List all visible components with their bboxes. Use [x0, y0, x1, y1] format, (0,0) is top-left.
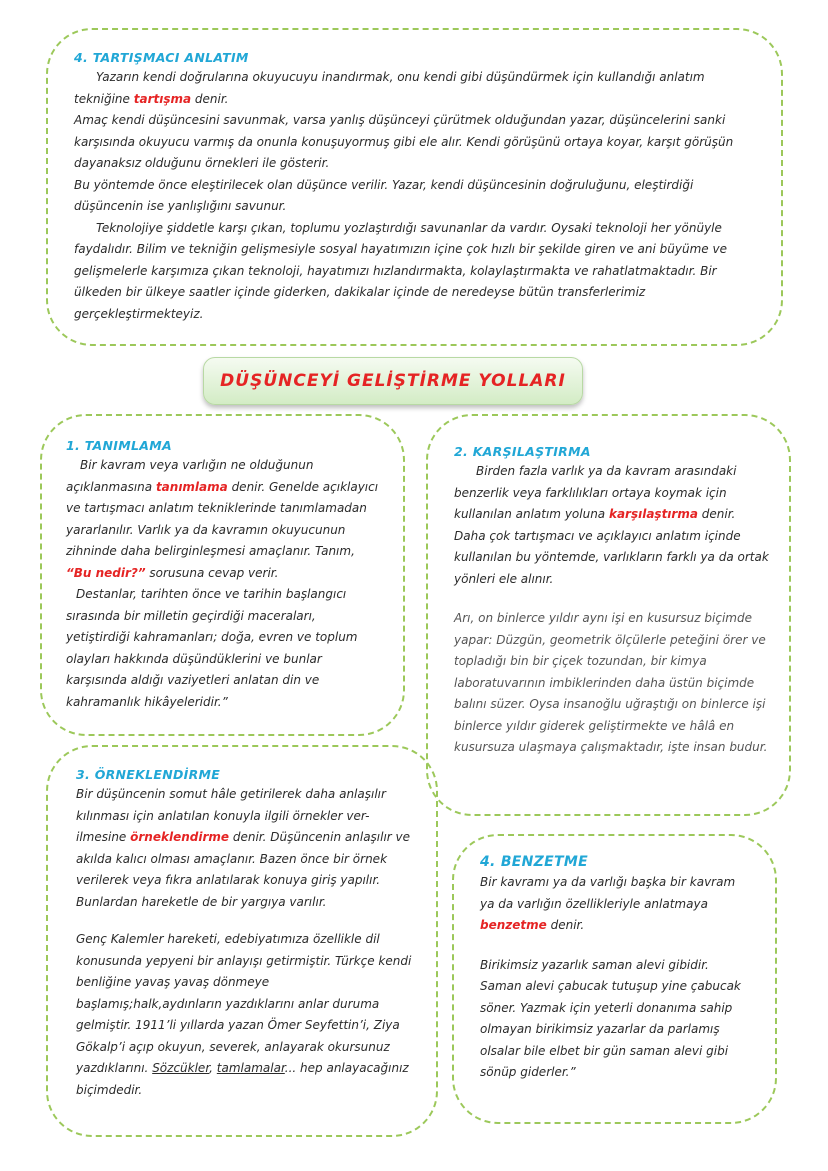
tartismaci-example: Teknolojiye şiddetle karşı çıkan, toplumu yozlaştırdığı savunanlar da vardır. Oysaki teknoloji her yönüyle faydalıdır. Bilim ve tekniğin gelişmesiyle sosyal hayatımızın içine çok hızlı bir şekilde giren ve ani büyüme ve gelişmelerle karşımıza çıkan teknoloji, hayatımızı hızlandırmakta, kolaylaştırmakta ve rahatlatmaktadır. Bir ülkeden bir ülkeye saatler içinde giderken, dakikalar içinde de neredeyse bütün transferlerimiz gerçekleştirmekteyiz. [74, 220, 727, 321]
underlined-sozcukler: Sözcükler [152, 1061, 210, 1075]
tanimlama-example: Destanlar, tarihten önce ve tarihin başlangıcı sırasında bir milletin geçirdiği maceraları, yetiştirdiği kahramanları; doğa, evren ve toplum olayları hakkında düşündüklerini ve bunlar karşısında aldığı vaziyetleri anlatan din ve kahramanlık hikâyeleridir.” [66, 587, 358, 709]
term-tanimlama: tanımlama [155, 479, 228, 494]
tanimlama-box [40, 414, 405, 736]
karsilastirma-title: 2. KARŞILAŞTIRMA [454, 444, 591, 459]
tanimlama-title: 1. TANIMLAMA [66, 438, 172, 453]
orneklendirme-box [46, 745, 438, 1137]
term-karsilastirma: karşılaştırma [608, 507, 698, 521]
orneklendirme-definition: Bir düşüncenin somut hâle getirilerek daha anlaşılır kılınması için anlatılan konuyla ilgili örnekler ver-ilmesine örneklendirme denir. Düşüncenin anlaşılır ve akılda kalıcı olması amaçlanır. Bazen önce bir örnek verilerek veya fıkra anlatılarak konuya giriş yapılır. Bunlardan hareketle de bir yargıya varılır. [76, 787, 411, 909]
tartismaci-purpose: Amaç kendi düşüncesini savunmak, varsa yanlış düşünceyi çürütmek olduğundan yazar, düşüncelerini sanki karşısında okuyucu varmış da onunla konuşuyormuş gibi ele alır. Kendi görüşünü ortaya koyar, karşıt görüşün dayanaksız olduğunu örnekleri ile gösterir. [74, 113, 734, 170]
term-orneklendirme: örneklendirme [130, 830, 230, 844]
karsilastirma-box [426, 414, 791, 816]
tanimlama-definition: Bir kavram veya varlığın ne olduğunun açıklanmasına tanımlama denir. Genelde açıklayıcı ve tartışmacı anlatım tekniklerinde tanımlamadan yararlanılır. Varlık ya da kavramın okuyucunun zihninde daha belirginleşmesi amaçlanır. Tanım, “Bu nedir?” sorusuna cevap verir. [66, 458, 379, 580]
tartismaci-method: Bu yöntemde önce eleştirilecek olan düşünce verilir. Yazar, kendi düşüncesinin doğruluğunu, eleştirdiği düşüncenin ise yanlışlığını savunur. [74, 177, 694, 213]
underlined-tamlamalar: tamlamalar [216, 1061, 285, 1075]
benzetme-definition: Bir kavramı ya da varlığı başka bir kavram ya da varlığın özellikleriyle anlatmaya benzetme denir. [480, 875, 736, 932]
orneklendirme-example: Genç Kalemler hareketi, edebiyatımıza özellikle dil konusunda yepyeni bir anlayışı getirmiştir. Türkçe kendi benliğine yavaş yavaş dönmeye başlamış;halk,aydınların yazdıklarını anlar duruma gelmiştir. 1911’li yıllarda yazan Ömer Seyfettin’i, Ziya Gökalp’i açıp okuyun, severek, anlayarak okursunuz yazdıklarını. Sözcükler, tamlamalar... hep anlayacağınız biçimdedir. [76, 932, 412, 1097]
term-tartisma: tartışma [133, 91, 192, 106]
karsilastirma-example: Arı, on binlerce yıldır aynı işi en kusursuz biçimde yapar: Düzgün, geometrik ölçülerle peteğini örer ve topladığı bin bir çiçek tozundan, bir kimya laboratuvarının imbiklerinden daha üstün biçimde balını süzer. Oysa insanoğlu uğraştığı on binlerce işi binlerce yıldır giderek geliştirmekte ve hâlâ en kusursuza ulaşmaya çalışmaktadır, işte insan budur. [454, 611, 768, 754]
question-bu-nedir: “Bu nedir?” [66, 565, 146, 580]
benzetme-title: 4. BENZETME [480, 854, 588, 870]
section-banner [203, 357, 583, 405]
benzetme-box [452, 834, 777, 1124]
karsilastirma-definition: Birden fazla varlık ya da kavram arasındaki benzerlik veya farklılıkları ortaya koymak için kullanılan anlatım yoluna karşılaştırma denir. Daha çok tartışmacı ve açıklayıcı anlatım içinde kullanılan bu yöntemde, varlıkların farklı ya da ortak yönleri ele alınır. [454, 464, 769, 586]
tartismaci-definition: Yazarın kendi doğrularına okuyucuyu inandırmak, onu kendi gibi düşündürmek için kullandığı anlatım tekniğine tartışma denir. [74, 70, 705, 106]
benzetme-example: Birikimsiz yazarlık saman alevi gibidir. Saman alevi çabucak tutuşup yine çabucak söner. Yazmak için yeterli donanıma sahip olmayan birikimsiz yazarlar da parlamış olsalar bile elbet bir gün saman alevi gibi sönüp giderler.” [480, 957, 741, 1079]
term-benzetme: benzetme [480, 918, 547, 932]
banner-title: DÜŞÜNCEYİ GELİŞTİRME YOLLARI [220, 371, 566, 391]
tartismaci-anlatim-box [46, 28, 783, 346]
orneklendirme-title: 3. ÖRNEKLENDİRME [76, 767, 221, 782]
tartismaci-title: 4. TARTIŞMACI ANLATIM [74, 50, 249, 65]
